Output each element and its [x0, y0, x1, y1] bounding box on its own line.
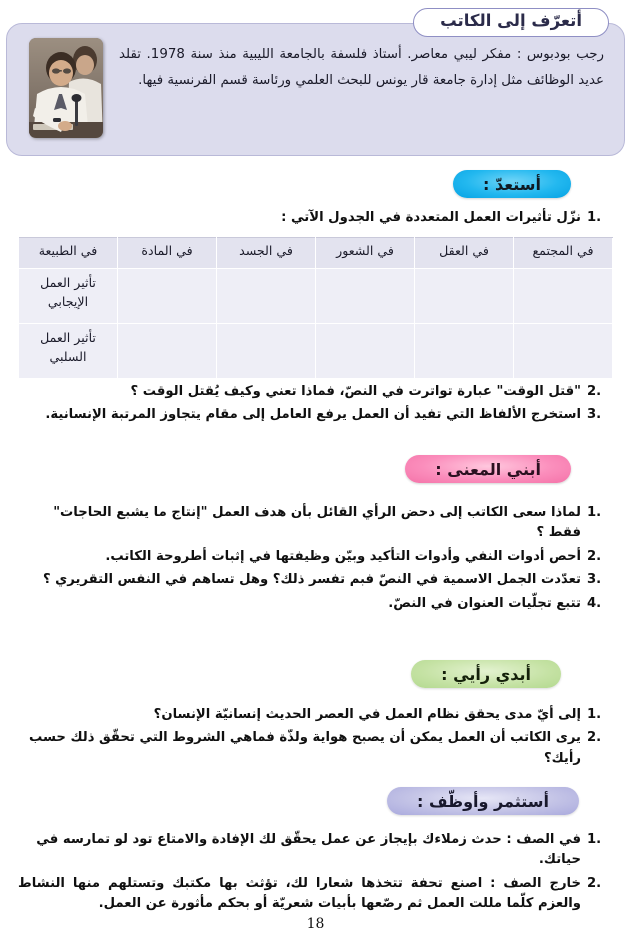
table-header-cell: في العقل: [415, 238, 514, 269]
item-number: 4.: [587, 595, 602, 611]
table-cell-empty[interactable]: [118, 269, 217, 324]
my-opinion-list: [18, 705, 613, 772]
item-number: 1.: [587, 210, 602, 225]
build-meaning-list: [18, 503, 613, 617]
table-row: [19, 269, 613, 324]
item-number: 2.: [587, 875, 602, 891]
author-intro-block: [0, 8, 631, 163]
list-item: [18, 874, 613, 915]
section-header-prepare: أستعدّ :: [453, 170, 571, 198]
table-cell-empty[interactable]: [514, 324, 613, 379]
table-cell-empty[interactable]: [514, 269, 613, 324]
list-item: [18, 547, 613, 567]
table-header-row: [19, 238, 613, 269]
item-text: يرى الكاتب أن العمل يمكن أن يصبح هواية ولذّة فماهي الشروط التي تحقّق ذلك حسب رأيك؟: [28, 730, 581, 766]
table-cell-empty[interactable]: [118, 324, 217, 379]
prepare-questions-list: [18, 382, 613, 429]
table-header-cell: في الجسد: [217, 238, 316, 269]
item-number: 3.: [587, 407, 602, 423]
table-cell-empty[interactable]: [217, 269, 316, 324]
item-text: نزّل تأثيرات العمل المتعددة في الجدول الآتي :: [281, 210, 581, 225]
table-row-label: تأثير العمل السلبي: [19, 324, 118, 379]
table-header-cell: في الطبيعة: [19, 238, 118, 269]
table-cell-empty[interactable]: [415, 269, 514, 324]
author-biography: رجب بودبوس : مفكر ليبي معاصر. أستاذ فلسفة بالجامعة الليبية منذ سنة 1978. تقلد عديد الوظائف مثل إدارة جامعة قار يونس للبحث العلمي ورئاسة قسم الفرنسية فيها.: [119, 47, 604, 89]
prepare-question-1-list: [18, 208, 613, 231]
author-photo: [29, 38, 103, 138]
item-number: 1.: [587, 505, 602, 520]
item-text: تتبع تجلّيات العنوان في النصّ.: [388, 595, 581, 611]
work-effects-table-wrapper: [18, 237, 613, 379]
item-text: في الصف : حدث زملاءك بإيجاز عن عمل يحقّق لك الإفادة والامتاع تود لو تمارسه في حياتك.: [36, 832, 581, 868]
list-item: [18, 208, 613, 228]
list-item: [18, 830, 613, 871]
item-text: استخرج الألفاظ التي تفيد أن العمل يرفع العامل إلى مقام يتجاوز المرتبة الإنسانية.: [45, 407, 581, 423]
invest-employ-list: [18, 830, 613, 918]
author-card: [6, 23, 625, 156]
item-number: 2.: [587, 548, 602, 564]
item-number: 2.: [587, 730, 602, 746]
item-text: تعدّدت الجمل الاسمية في النصّ فبم تفسر ذلك؟ وهل تساهم في النفس التقريري ؟: [42, 572, 581, 588]
author-section-title: أتعرّف إلى الكاتب: [413, 8, 609, 37]
list-item: [18, 728, 613, 769]
table-row-label: تأثير العمل الإيجابي: [19, 269, 118, 324]
list-item: [18, 570, 613, 590]
list-item: [18, 503, 613, 544]
item-text: إلى أيّ مدى يحقق نظام العمل في العصر الحديث إنسانيّة الإنسان؟: [153, 707, 581, 722]
item-text: أحص أدوات النفي وأدوات التأكيد وبيّن وظيفتها في إثبات أطروحة الكاتب.: [105, 548, 581, 564]
table-cell-empty[interactable]: [316, 324, 415, 379]
section-header-invest-employ: أستثمر وأوظّف :: [387, 787, 579, 815]
item-text: خارج الصف : اصنع تحفة تتخذها شعارا لك، تؤثث بها مكتبك وتستلهم منها النشاط والعزم كلّما مللت العمل ثم رصّعها بأبيات شعريّة أو بحكم مأثورة عن العمل.: [18, 875, 581, 912]
item-text: لماذا سعى الكاتب إلى دحض الرأي القائل بأن هدف العمل "إنتاج ما يشبع الحاجات" فقط ؟: [53, 505, 581, 541]
list-item: [18, 382, 613, 402]
page-number: 18: [306, 916, 325, 932]
item-number: 1.: [587, 707, 602, 722]
list-item: [18, 405, 613, 425]
item-number: 2.: [587, 384, 602, 399]
section-header-my-opinion: أبدي رأيي :: [411, 660, 561, 688]
table-cell-empty[interactable]: [316, 269, 415, 324]
table-cell-empty[interactable]: [217, 324, 316, 379]
item-text: "قتل الوقت" عبارة تواترت في النصّ، فماذا تعني وكيف يُقتل الوقت ؟: [130, 384, 581, 399]
section-header-build-meaning: أبني المعنى :: [405, 455, 571, 483]
item-number: 3.: [587, 572, 602, 588]
table-header-cell: في المادة: [118, 238, 217, 269]
table-header-cell: في المجتمع: [514, 238, 613, 269]
table-row: [19, 324, 613, 379]
table-cell-empty[interactable]: [415, 324, 514, 379]
table-header-cell: في الشعور: [316, 238, 415, 269]
list-item: [18, 594, 613, 614]
item-number: 1.: [587, 832, 602, 847]
work-effects-table: [18, 237, 613, 379]
list-item: [18, 705, 613, 725]
